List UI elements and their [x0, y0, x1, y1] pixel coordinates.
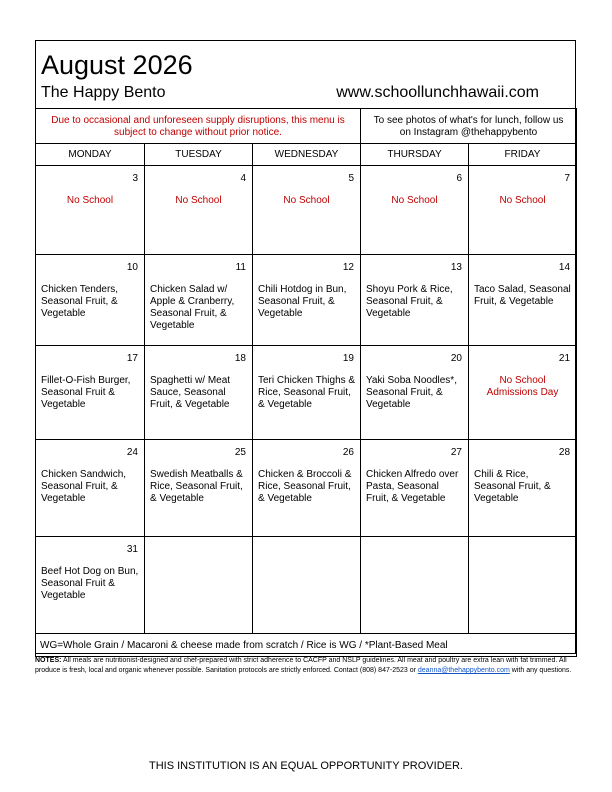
day-cell	[36, 255, 145, 346]
day-number: 7	[564, 173, 571, 184]
page-title: August 2026	[41, 50, 193, 80]
no-school-label: No School Admissions Day	[486, 375, 559, 398]
no-school-label: No School	[175, 195, 222, 206]
day-number: 3	[132, 173, 138, 184]
day-number: 14	[558, 262, 571, 273]
week-row	[36, 346, 577, 440]
notes-text: All meals are nutritionist-designed and chef-prepared with strict adherence to CACFP and NSLP guidelines. All meat and poultry are extra lean with fat trimmed. All produce is fresh, local and organic whenever possible. Sanitation protocols are strictly enforced. Contact (808) 847-2523 or	[35, 657, 567, 674]
day-cell	[361, 537, 469, 634]
day-cell	[469, 537, 577, 634]
day-number	[361, 537, 468, 544]
meal-description: Chicken Tenders, Seasonal Fruit, & Vegetable	[41, 284, 119, 319]
notes-label: NOTES:	[35, 657, 62, 664]
day-cell	[469, 255, 577, 346]
day-cell	[469, 346, 577, 440]
day-number: 17	[126, 353, 138, 364]
meal-description: Yaki Soba Noodles*, Seasonal Fruit, & Vegetable	[366, 375, 457, 410]
day-cell	[145, 346, 253, 440]
meal-description: Chicken Salad w/ Apple & Cranberry, Seasonal Fruit, & Vegetable	[150, 284, 235, 331]
day-header-wednesday: WEDNESDAY	[253, 144, 361, 166]
day-number: 4	[240, 173, 246, 184]
menu-frame	[35, 40, 576, 654]
day-cell	[469, 166, 577, 255]
no-school-label: No School	[66, 195, 114, 206]
day-number: 18	[234, 353, 246, 364]
meal-description	[145, 544, 252, 554]
meal-description: Beef Hot Dog on Bun, Seasonal Fruit & Vegetable	[41, 566, 139, 601]
day-cell	[361, 166, 469, 255]
calendar-table	[35, 108, 577, 657]
day-header-thursday: THURSDAY	[361, 144, 469, 166]
day-cell	[253, 440, 361, 537]
day-cell	[36, 537, 145, 634]
no-school-label: No School	[283, 195, 330, 206]
day-number: 21	[558, 353, 571, 364]
meal-description: Swedish Meatballs & Rice, Seasonal Fruit, & Vegetable	[150, 469, 243, 504]
meal-description: Taco Salad, Seasonal Fruit, & Vegetable	[474, 284, 571, 307]
day-cell	[253, 166, 361, 255]
meal-description: Chili & Rice, Seasonal Fruit, & Vegetable	[474, 469, 551, 504]
day-header-monday: MONDAY	[36, 144, 145, 166]
meal-description	[361, 544, 468, 554]
day-number: 19	[342, 353, 354, 364]
meal-description: Chicken & Broccoli & Rice, Seasonal Fruit, & Vegetable	[258, 469, 352, 504]
day-cell	[145, 440, 253, 537]
meal-description: Fillet-O-Fish Burger, Seasonal Fruit & Vegetable	[41, 375, 131, 410]
day-number: 26	[342, 447, 354, 458]
day-cell	[36, 440, 145, 537]
meal-description: Spaghetti w/ Meat Sauce, Seasonal Fruit, & Vegetable	[150, 375, 231, 410]
calendar-weeks	[36, 166, 577, 634]
day-number: 12	[342, 262, 354, 273]
meal-description	[469, 544, 576, 554]
day-number: 10	[126, 262, 138, 273]
day-number: 31	[126, 544, 138, 555]
week-row	[36, 166, 577, 255]
day-number: 24	[126, 447, 138, 458]
day-cell	[36, 346, 145, 440]
no-school-label: No School	[391, 195, 438, 206]
day-number: 11	[235, 262, 246, 273]
day-number: 28	[558, 447, 571, 458]
day-header-friday: FRIDAY	[469, 144, 577, 166]
day-number: 27	[450, 447, 462, 458]
notes-section	[35, 656, 576, 676]
no-school-label: No School	[499, 195, 546, 206]
day-cell	[361, 440, 469, 537]
day-cell	[145, 166, 253, 255]
day-header-tuesday: TUESDAY	[145, 144, 253, 166]
day-cell	[361, 255, 469, 346]
day-cell	[469, 440, 577, 537]
meal-description: Chicken Alfredo over Pasta, Seasonal Fruit, & Vegetable	[366, 469, 459, 504]
week-row	[36, 537, 577, 634]
day-number	[253, 537, 360, 544]
company-name: The Happy Bento	[41, 84, 166, 101]
day-cell	[361, 346, 469, 440]
day-number: 13	[450, 262, 462, 273]
day-number	[469, 537, 576, 544]
meal-description: Teri Chicken Thighs & Rice, Seasonal Fruit, & Vegetable	[258, 375, 356, 410]
day-cell	[145, 255, 253, 346]
day-number	[145, 537, 252, 544]
meal-description	[253, 544, 360, 554]
day-number: 20	[450, 353, 462, 364]
week-row	[36, 440, 577, 537]
day-number: 6	[456, 173, 462, 184]
equal-opportunity-footer: THIS INSTITUTION IS AN EQUAL OPPORTUNITY PROVIDER.	[149, 760, 463, 772]
day-cell	[145, 537, 253, 634]
notes-tail: with any questions.	[509, 667, 572, 674]
day-cell	[253, 346, 361, 440]
day-number: 5	[348, 173, 354, 184]
day-cell	[253, 255, 361, 346]
disruption-notice: Due to occasional and unforeseen supply disruptions, this menu is subject to change without prior notice.	[36, 109, 361, 144]
week-row	[36, 255, 577, 346]
meal-description: Shoyu Pork & Rice, Seasonal Fruit, & Vegetable	[366, 284, 453, 319]
day-cell	[36, 166, 145, 255]
website-url: www.schoollunchhawaii.com	[336, 84, 539, 101]
instagram-notice: To see photos of what's for lunch, follow us on Instagram @thehappybento	[361, 109, 577, 144]
meal-description: Chili Hotdog in Bun, Seasonal Fruit, & Vegetable	[258, 284, 347, 319]
day-cell	[253, 537, 361, 634]
contact-email-link[interactable]: deanna@thehappybento.com	[417, 667, 510, 674]
menu-legend: WG=Whole Grain / Macaroni & cheese made from scratch / Rice is WG / *Plant-Based Meal	[36, 634, 577, 657]
day-number: 25	[234, 447, 246, 458]
meal-description: Chicken Sandwich, Seasonal Fruit, & Vegetable	[41, 469, 127, 504]
